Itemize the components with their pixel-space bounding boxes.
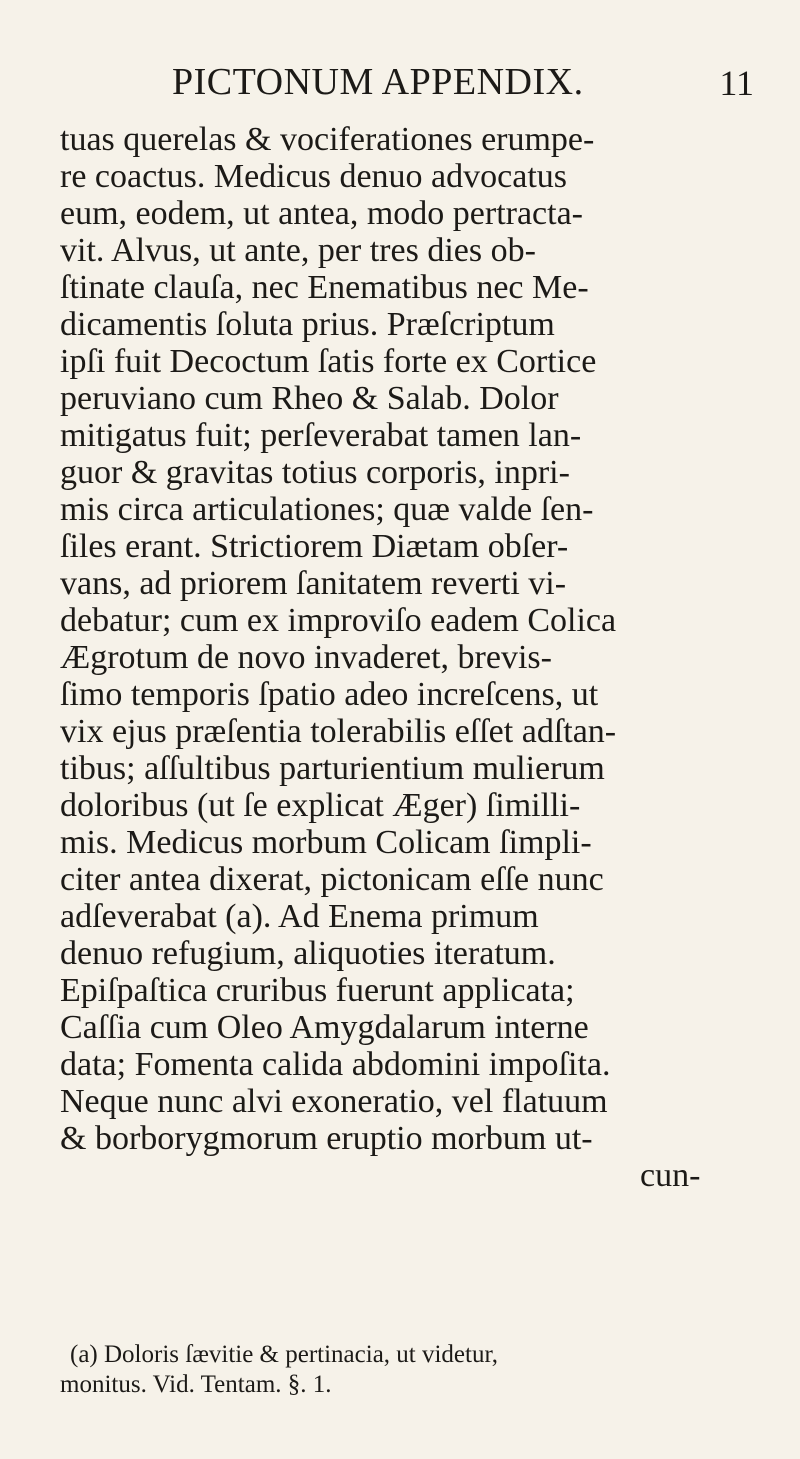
- running-title: PICTONUM APPENDIX.: [172, 61, 584, 103]
- text-line: peruviano cum Rheo & Salab. Dolor: [60, 380, 559, 417]
- text-line: mis circa articulationes; quæ valde ſen-: [60, 491, 594, 528]
- text-line: denuo refugium, aliquoties iteratum.: [60, 935, 556, 972]
- text-line: tibus; aſſultibus parturientium mulierum: [60, 750, 605, 787]
- text-line: data; Fomenta calida abdomini impoſita.: [60, 1046, 611, 1083]
- page-header: [60, 60, 760, 110]
- text-line: ſtinate clauſa, nec Enematibus nec Me-: [60, 269, 589, 306]
- text-line: Neque nunc alvi exoneratio, vel flatuum: [60, 1083, 608, 1120]
- text-line: Caſſia cum Oleo Amygdalarum interne: [60, 1009, 589, 1046]
- text-line: guor & gravitas totius corporis, inpri-: [60, 454, 570, 491]
- catchword: cun-: [640, 1157, 701, 1194]
- text-line: vix ejus præſentia tolerabilis eſſet adſtan-: [60, 713, 617, 750]
- text-line: adſeverabat (a). Ad Enema primum: [60, 898, 539, 935]
- footnote-line: (a) Doloris ſævitie & pertinacia, ut videtur,: [70, 1341, 499, 1368]
- page-number: 11: [719, 63, 754, 103]
- text-line: mis. Medicus morbum Colicam ſimpli-: [60, 824, 592, 861]
- text-line: debatur; cum ex improviſo eadem Colica: [60, 602, 617, 639]
- text-line: eum, eodem, ut antea, modo pertracta-: [60, 195, 583, 232]
- text-line: vit. Alvus, ut ante, per tres dies ob-: [60, 232, 536, 269]
- text-line: Epiſpaſtica cruribus fuerunt applicata;: [60, 972, 575, 1009]
- text-line: ſiles erant. Strictiorem Diætam obſer-: [60, 528, 569, 565]
- text-line: dicamentis ſoluta prius. Præſcriptum: [60, 306, 555, 343]
- text-line: ſimo temporis ſpatio adeo increſcens, ut: [60, 676, 599, 713]
- text-line: Ægrotum de novo invaderet, brevis-: [60, 639, 552, 676]
- text-line: re coactus. Medicus denuo advocatus: [60, 158, 567, 195]
- text-line: mitigatus fuit; perſeverabat tamen lan-: [60, 417, 582, 454]
- text-line: vans, ad priorem ſanitatem reverti vi-: [60, 565, 567, 602]
- footnote-line: monitus. Vid. Tentam. §. 1.: [60, 1371, 332, 1398]
- text-line: citer antea dixerat, pictonicam eſſe nunc: [60, 861, 604, 898]
- text-line: ipſi fuit Decoctum ſatis forte ex Cortice: [60, 343, 597, 380]
- text-line: tuas querelas & vociferationes erumpe-: [60, 121, 595, 158]
- text-line: & borborygmorum eruptio morbum ut-: [60, 1120, 593, 1157]
- text-line: doloribus (ut ſe explicat Æger) ſimilli-: [60, 787, 581, 824]
